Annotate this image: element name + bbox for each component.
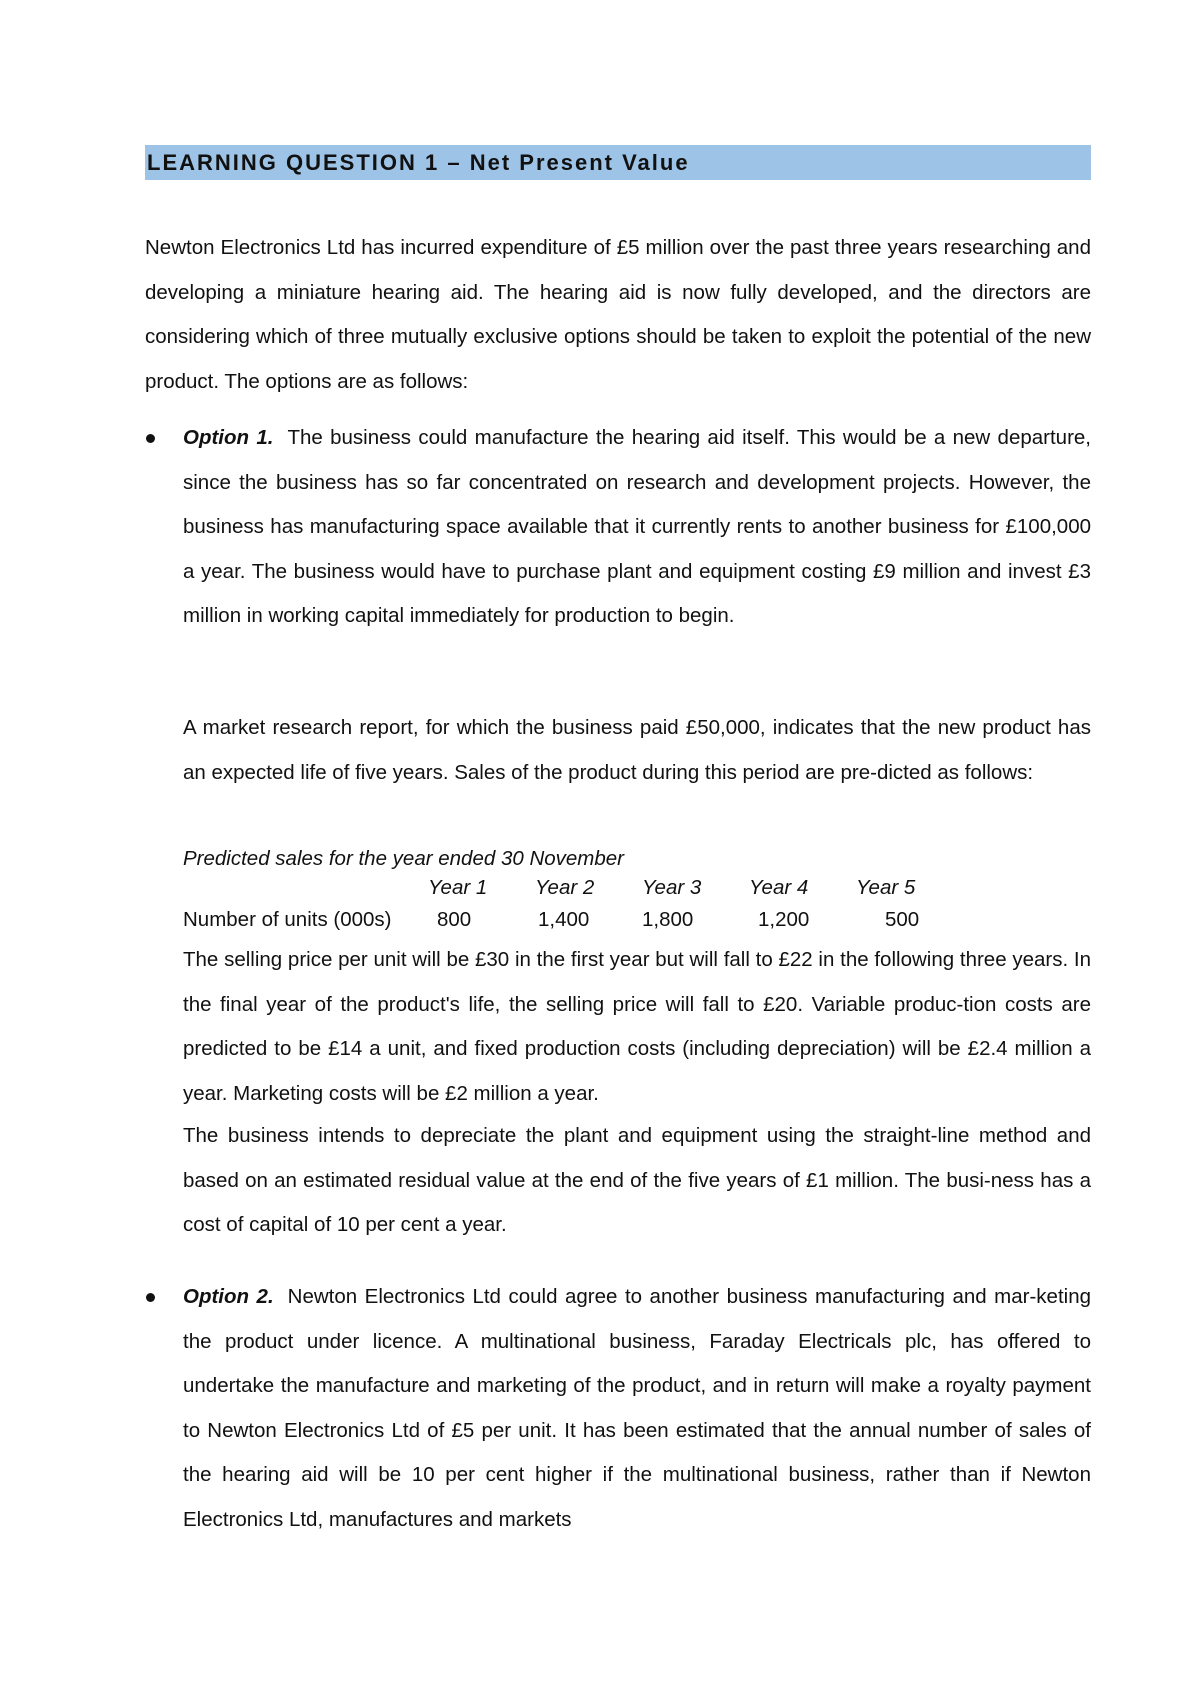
option-2-text: Newton Electronics Ltd could agree to another business manufacturing and mar-keting the product under licence. A multinational business, Faraday Electricals plc, has offered to undertake the manufacture and marketing of the product, and in return will make a royalty payment to Newton Electronics Ltd of £5 per unit. It has been estimated that the annual number of sales of the hearing aid will be 10 per cent higher if the multinational business, rather than if Newton Electronics Ltd, manufactures and markets [183,1285,1092,1531]
heading-bar [145,145,1091,180]
intro-paragraph: Newton Electronics Ltd has incurred expenditure of £5 million over the past three years researching and developing a miniature hearing aid. The hearing aid is now fully developed, and the directors are considering which of three mutually exclusive options should be taken to exploit the potential of the new product. The options are as follows: [145,236,1091,393]
sales-table-year-header: Year 3 [642,876,702,899]
sales-table-cell: 800 [437,908,472,931]
sales-table-cell: 1,800 [642,908,694,931]
sales-table-cell: 1,400 [538,908,590,931]
sales-table-cell: 1,200 [758,908,810,931]
option-2-paragraph [183,1275,1091,1542]
sales-table-year-header: Year 4 [749,876,809,899]
option-2-label: Option 2. [183,1285,274,1308]
bullet-icon [146,1293,155,1302]
sales-table-row-label: Number of units (000s) [183,908,392,931]
option-1-paragraph [183,416,1091,639]
sales-table-cell: 500 [885,908,920,931]
depreciation-paragraph: The business intends to depreciate the plant and equipment using the straight-line method and based on an estimated residual value at the end of the five years of £1 million. The busi-ness has a cost of capital of 10 per cent a year. [183,1124,1091,1236]
option-1-text: The business could manufacture the hearing aid itself. This would be a new departure, since the business has so far concentrated on research and development projects. However, the business has manufacturing space available that it currently rents to another business for £100,000 a year. The business would have to purchase plant and equipment costing £9 million and invest £3 million in working capital immediately for production to begin. [183,426,1091,627]
page-title: LEARNING QUESTION 1 – Net Present Value [147,149,690,175]
sales-table-caption: Predicted sales for the year ended 30 November [183,847,625,870]
sales-table-year-header: Year 1 [428,876,488,899]
sales-table-year-header: Year 2 [535,876,595,899]
market-research-paragraph: A market research report, for which the business paid £50,000, indicates that the new product has an expected life of five years. Sales of the product during this period are pre-dicted as follows: [183,716,1091,784]
selling-price-paragraph: The selling price per unit will be £30 in the first year but will fall to £22 in the following three years. In the final year of the product's life, the selling price will fall to £20. Variable produc-tion costs are predicted to be £14 a unit, and fixed production costs (including depreciation) will be £2.4 million a year. Marketing costs will be £2 million a year. [183,948,1091,1105]
option-1-label: Option 1. [183,426,274,449]
bullet-icon [146,434,155,443]
sales-table-year-header: Year 5 [856,876,916,899]
